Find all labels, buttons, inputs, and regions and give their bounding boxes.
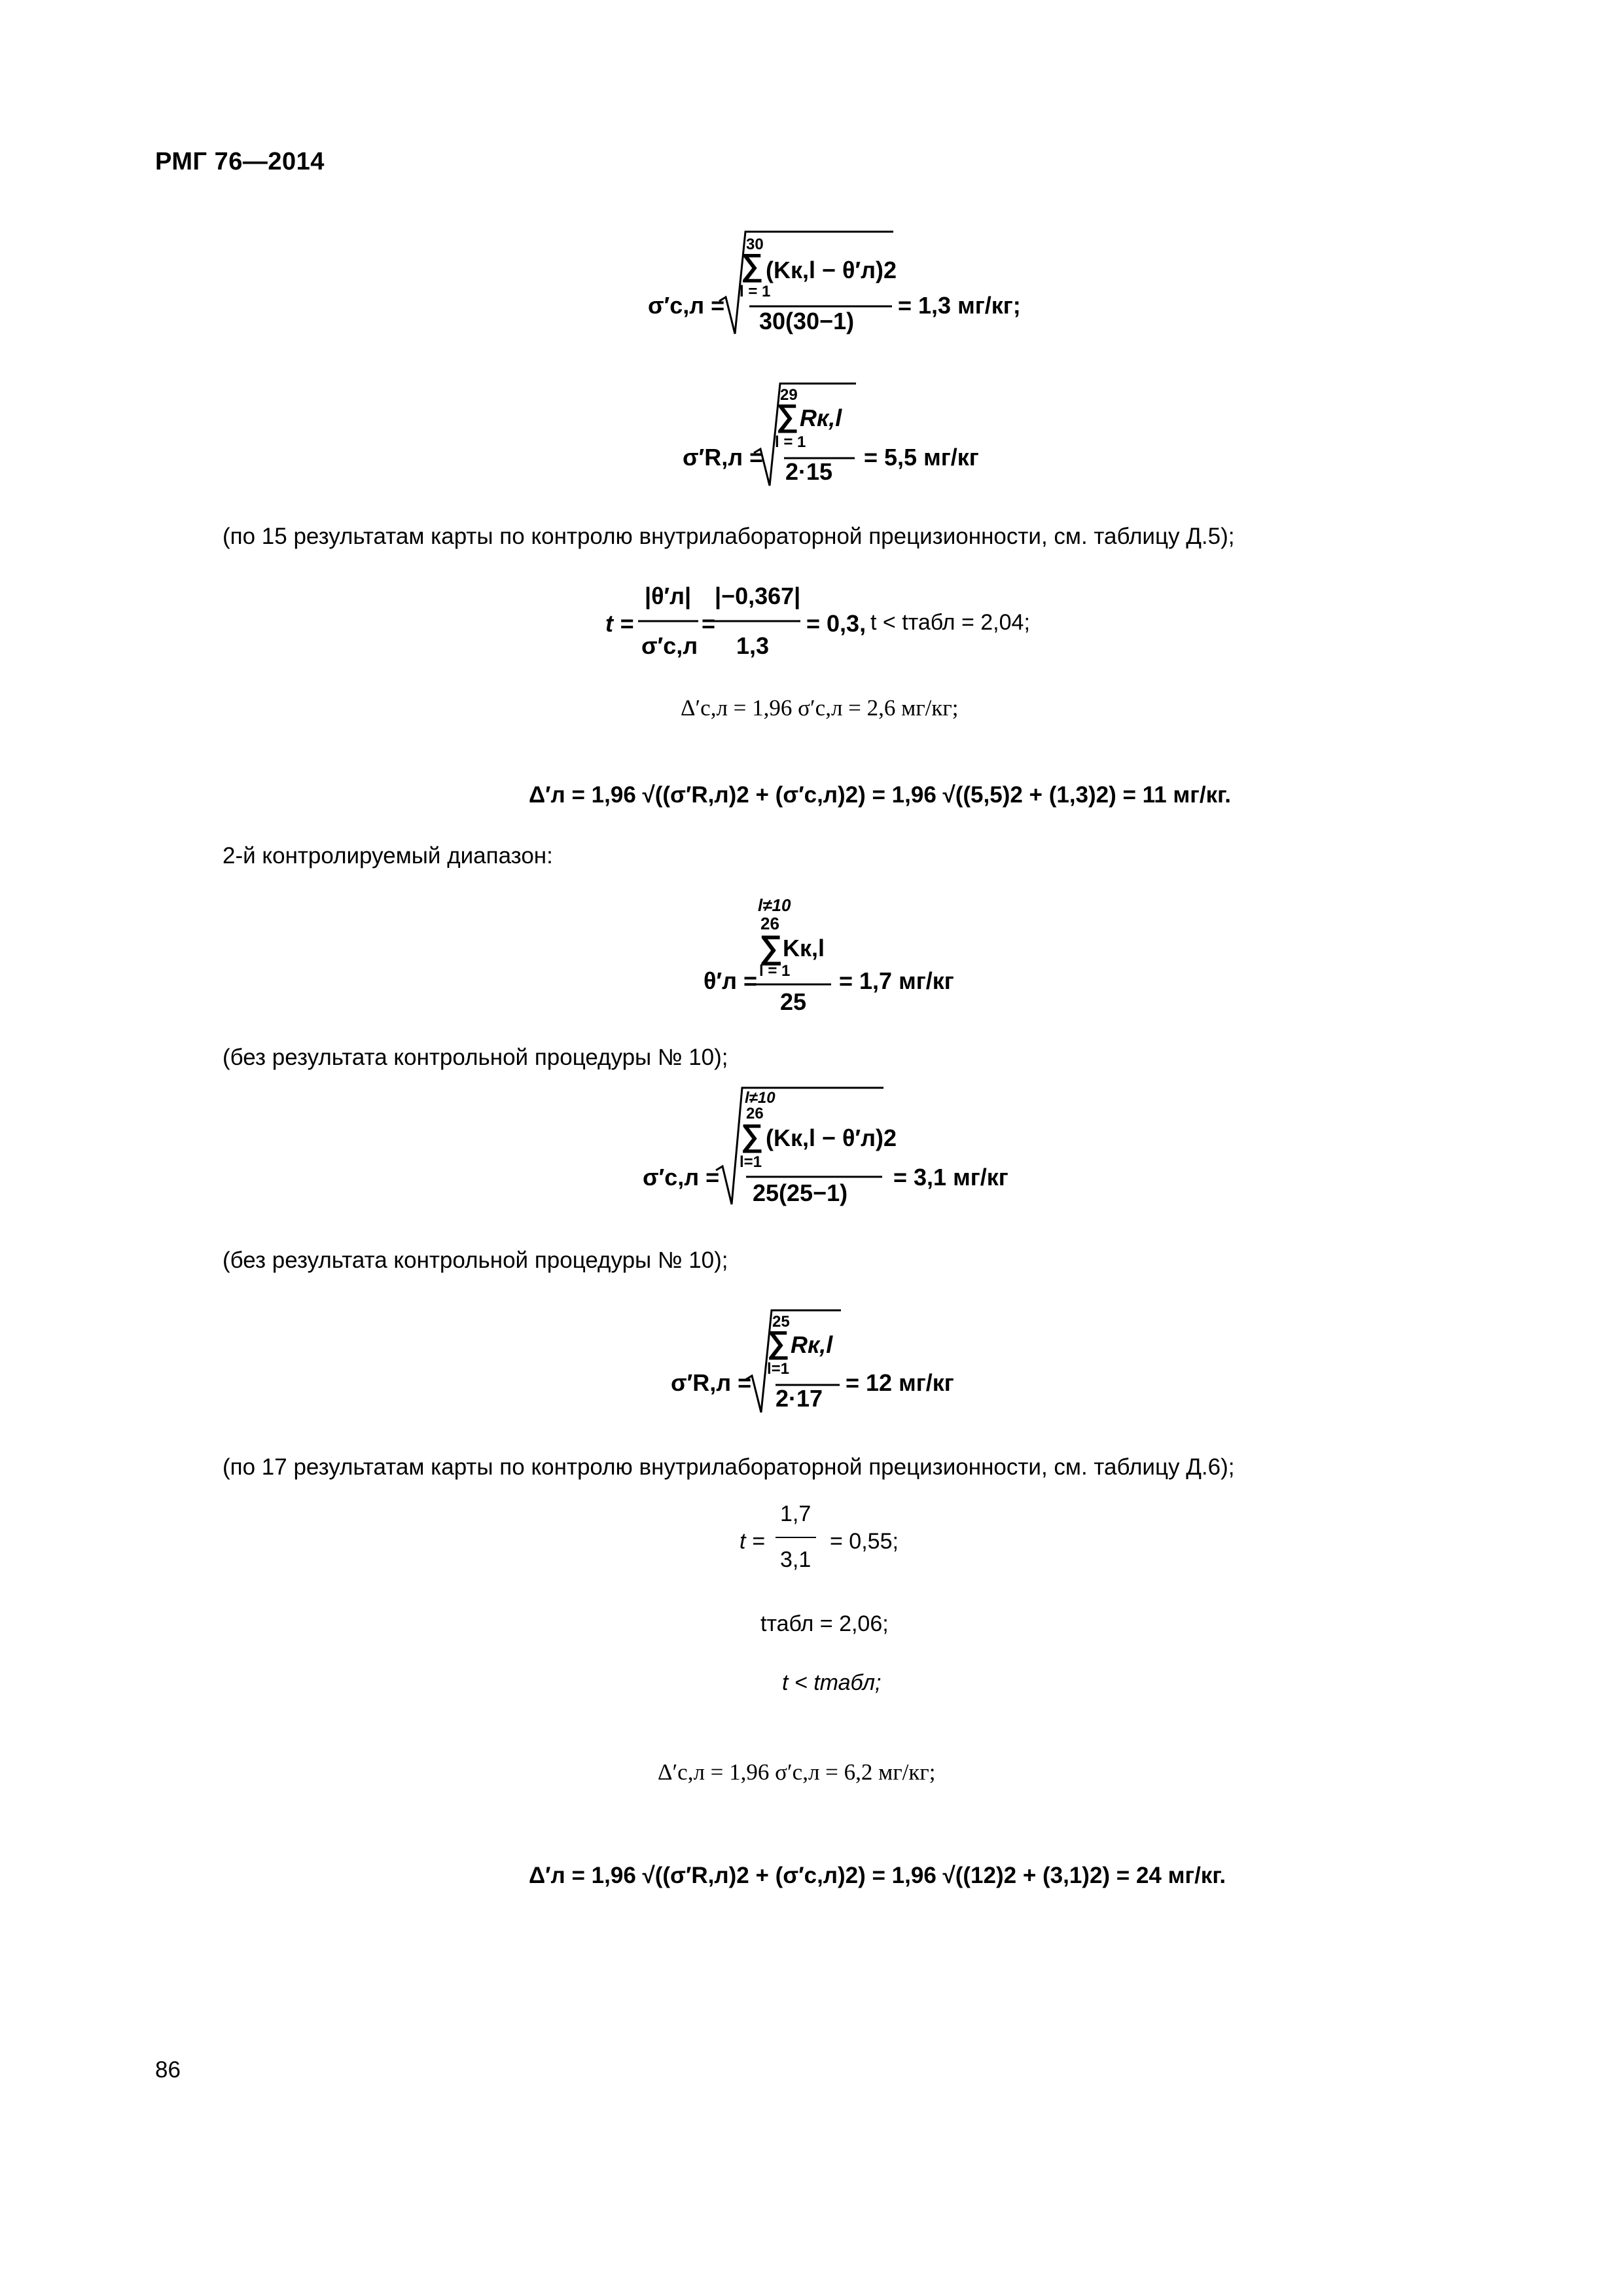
eq-d36-lhs: σ′R,л =	[683, 444, 764, 471]
eq-d35-sum-top: 30	[746, 236, 764, 253]
eq-d40-cond: l≠10	[758, 895, 791, 915]
eq-d43-numerator: 1,7	[780, 1501, 812, 1526]
eq-d37-den1: σ′c,л	[641, 632, 698, 659]
page-number: 86	[155, 2057, 181, 2083]
eq-d40-numerator: Kк,l	[783, 935, 825, 961]
eq-d39-text: Δ′л = 1,96 √((σ′R,л)2 + (σ′c,л)2) = 1,96 √((5,5)2 + (1,3)2) = 11 мг/кг.	[529, 782, 1231, 808]
paragraph-p2: 2-й контролируемый диапазон:	[223, 843, 553, 869]
sum-symbol-icon: ∑	[759, 929, 783, 965]
eq-d44-text: tтабл = 2,06;	[760, 1611, 889, 1636]
sum-symbol-icon: ∑	[741, 1119, 764, 1153]
eq-d41-result: = 3,1 мг/кг	[893, 1164, 1008, 1191]
eq-d43-result: = 0,55;	[830, 1529, 899, 1554]
eq-d42-sum-bottom: l=1	[767, 1360, 790, 1378]
eq-d38-text: Δ′c,л = 1,96 σ′c,л = 2,6 мг/кг;	[681, 695, 959, 721]
eq-d41-denominator: 25(25−1)	[753, 1179, 848, 1206]
eq-d42-lhs: σ′R,л =	[671, 1369, 752, 1396]
sum-symbol-icon: ∑	[767, 1325, 790, 1360]
eq-d41-cond: l≠10	[745, 1089, 776, 1107]
eq-d41-sum-top: 26	[746, 1105, 764, 1122]
eq-d37-result: = 0,3,	[806, 610, 866, 637]
eq-d40-denominator: 25	[780, 988, 807, 1015]
document-id: РМГ 76—2014	[155, 148, 325, 175]
eq-d35-sum-bottom: l = 1	[740, 283, 771, 300]
eq-d37-tail: t < tтабл = 2,04;	[870, 610, 1030, 635]
eq-d40-lhs: θ′л =	[704, 967, 757, 994]
paragraph-p4: (без результата контрольной процедуры № 10);	[223, 1247, 728, 1273]
paragraph-p3: (без результата контрольной процедуры № 10);	[223, 1045, 728, 1070]
eq-d41-lhs: σ′c,л =	[643, 1164, 720, 1191]
eq-d40-result: = 1,7 мг/кг	[839, 967, 954, 994]
eq-d42-numerator: Rк,l	[791, 1331, 833, 1358]
eq-d46-text: Δ′c,л = 1,96 σ′c,л = 6,2 мг/кг;	[658, 1759, 936, 1785]
eq-d37-num2: |−0,367|	[715, 583, 801, 609]
eq-d42-sum-top: 25	[772, 1313, 790, 1331]
eq-d36-sum-bottom: l = 1	[775, 433, 806, 451]
paragraph-p1: (по 15 результатам карты по контролю внутрилабораторной прецизионности, см. таблицу Д.5);	[223, 524, 1235, 549]
eq-d41-numerator: (Kк,l − θ′л)2	[766, 1124, 897, 1151]
eq-d47-text: Δ′л = 1,96 √((σ′R,л)2 + (σ′c,л)2) = 1,96 √((12)2 + (3,1)2) = 24 мг/кг.	[529, 1863, 1226, 1888]
eq-d41-sum-bottom: l=1	[740, 1153, 762, 1171]
eq-d37-eq: =	[702, 610, 716, 637]
eq-d35-lhs: σ′c,л =	[648, 292, 725, 319]
sum-symbol-icon: ∑	[741, 248, 764, 283]
eq-d36-result: = 5,5 мг/кг	[864, 444, 979, 471]
eq-d42-result: = 12 мг/кг	[846, 1369, 954, 1396]
eq-d35-result: = 1,3 мг/кг;	[898, 292, 1021, 319]
eq-d35-denominator: 30(30−1)	[759, 308, 855, 334]
eq-d37-den2: 1,3	[736, 632, 770, 659]
eq-d40-sum-top: 26	[760, 914, 779, 933]
eq-d43-denominator: 3,1	[780, 1547, 812, 1572]
eq-d37-lhs: t =	[605, 610, 634, 637]
eq-d36-numerator: Rк,l	[800, 404, 842, 431]
paragraph-p5: (по 17 результатам карты по контролю внутрилабораторной прецизионности, см. таблицу Д.6);	[223, 1454, 1235, 1480]
eq-d35-numerator: (Kк,l − θ′л)2	[766, 257, 897, 283]
sum-symbol-icon: ∑	[776, 399, 799, 433]
eq-d36-sum-top: 29	[780, 386, 798, 404]
eq-d42-denominator: 2·17	[776, 1385, 823, 1412]
eq-d43-lhs: t =	[740, 1529, 765, 1554]
eq-d45-text: t < tтабл;	[782, 1670, 882, 1695]
eq-d37-num1: |θ′л|	[645, 583, 692, 609]
eq-d40-sum-bottom: l = 1	[759, 962, 791, 980]
eq-d37-fraction-bars	[638, 619, 834, 625]
eq-d36-denominator: 2·15	[785, 458, 833, 485]
eq-d40-fraction-bar	[751, 982, 836, 988]
eq-d43-fraction-bar	[776, 1535, 821, 1542]
